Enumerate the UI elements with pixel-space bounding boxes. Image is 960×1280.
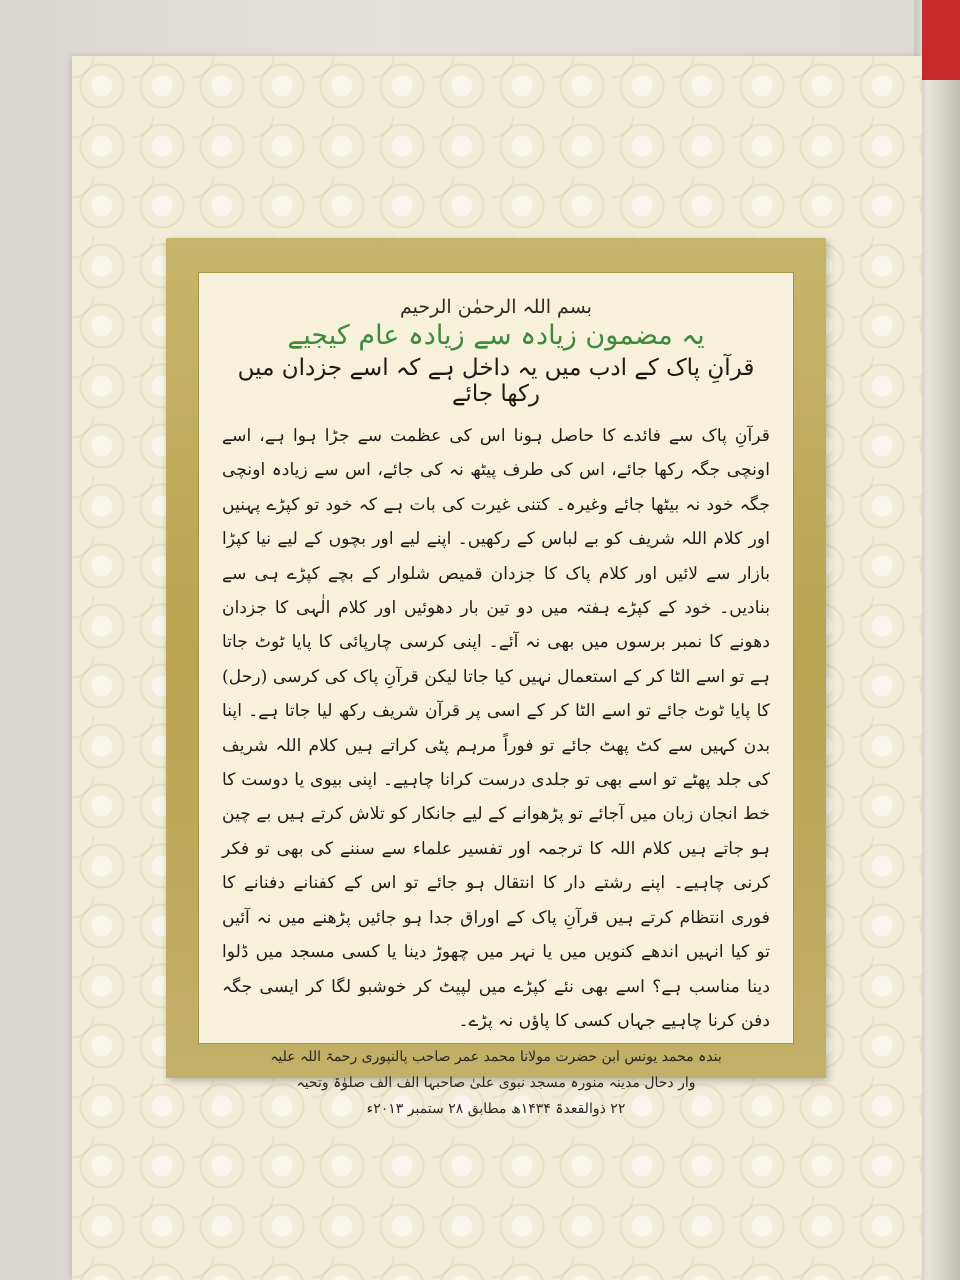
gold-frame [166,238,826,1118]
signature-line-date: ۲۲ ذوالقعدۃ ۱۴۳۴ھ مطابق ۲۸ ستمبر ۲۰۱۳ء [366,1101,626,1118]
headline: یہ مضمون زیادہ سے زیادہ عام کیجیے [287,320,705,351]
subheading: قرآنِ پاک کے ادب میں یہ داخل ہے کہ اسے جزدان میں رکھا جائے [237,355,755,407]
card-panel [198,272,794,1118]
bismillah-line: بسم اللہ الرحمٰن الرحیم [400,296,592,318]
body-paragraph: قرآنِ پاک سے فائدے کا حاصل ہونا اس کی عظمت سے جڑا ہوا ہے، اسے اونچی جگہ رکھا جائے، اس کی طرف پیٹھ نہ کی جائے، اس سے زیادہ اونچی جگہ خود نہ بیٹھا جائے وغیرہ۔ کتنی غیرت کی بات ہے کہ خود تو کپڑے پہنیں اور کلام اللہ شریف کو بے لباس کے رکھیں۔ اپنے لیے اور بچوں کے لیے نیا کپڑا بازار سے لائیں اور کلام پاک کا جزدان قمیص شلوار کے بچے کپڑے ہی سے بنادیں۔ خود کے کپڑے ہفتہ میں دو تین بار دھوئیں اور کلام الٰہی کا جزدان دھونے کا نمبر برسوں میں بھی نہ آئے۔ اپنی کرسی چارپائی کا پایا ٹوٹ جاتا ہے تو اسے الٹا کر کے استعمال نہیں کیا جاتا لیکن قرآنِ پاک کی کرسی (رحل) کا پایا ٹوٹ جائے تو اسے الٹا کر کے اسی پر قرآن شریف رکھ لیا جاتا ہے۔ اپنا بدن کہیں سے کٹ پھٹ جائے تو فوراً مرہم پٹی کراتے ہیں کلام اللہ شریف کی جلد پھٹے تو اسے بھی تو جلدی درست کرانا چاہیے۔ اپنی بیوی یا دوست کا خط انجان زبان میں آجائے تو پڑھوانے کے لیے جانکار کو تلاش کرتے ہیں بے چین ہو جاتے ہیں کلام اللہ کا ترجمہ اور تفسیر علماء سے سننے کی بھی تو فکر کرنی چاہیے۔ اپنے رشتے دار کا انتقال ہو جائے تو اس کے کفنانے دفنانے کا فوری انتظام کرتے ہیں قرآنِ پاک کے اوراق جدا ہو جائیں پڑھنے میں نہ آئیں تو کیا انہیں اندھے کنویں میں یا نہر میں چھوڑ دینا یا کسی مسجد میں ڈلوا دینا مناسب ہے؟ اسے بھی نئے کپڑے میں لپیٹ کر خوشبو لگا کر ایسی جگہ دفن کرنا چاہیے جہاں کسی کا پاؤں نہ پڑے۔ [222,426,770,1031]
signature-line-location: وار دحال مدینہ منورہ مسجد نبوی علیٰ صاحبہا الف الف صلوٰۃ وتحیہ [296,1075,696,1092]
signature-block [222,1044,770,1122]
signature-line-author: بندہ محمد یونس ابن حضرت مولانا محمد عمر صاحب پالنپوری رحمۃ اللہ علیہ [270,1049,722,1066]
red-cover-edge [922,0,960,80]
